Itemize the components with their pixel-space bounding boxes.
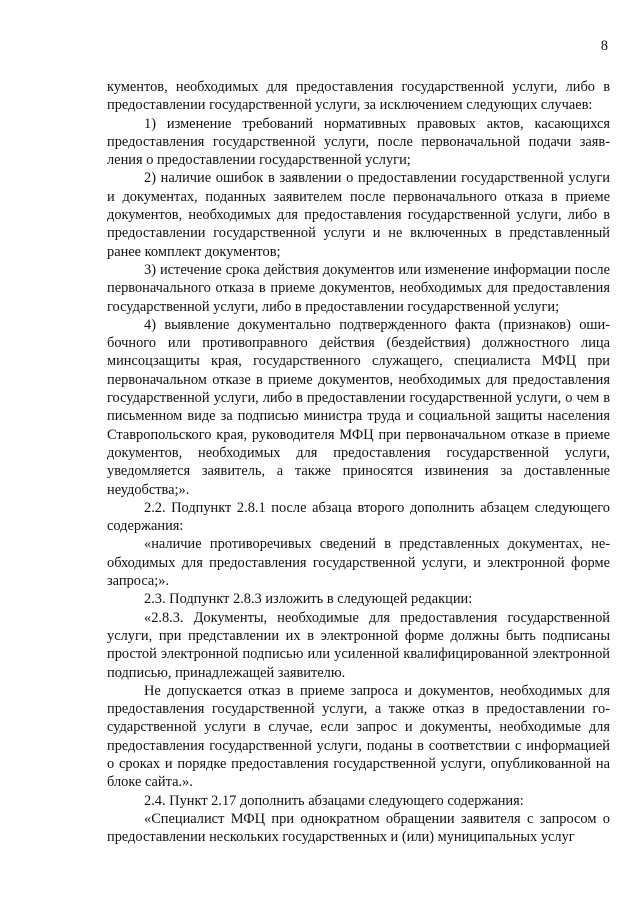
paragraph-2-3: 2.3. Подпункт 2.8.3 изложить в следующей редакции: <box>144 591 473 608</box>
paragraph-item-4: 4) выявление документально подтвержденного факта (признаков) ошибочного или противоправного действия (бездействия) должностного лица минсоцзащиты края, государственного служащего, специалиста МФЦ при первоначальном отказе в приеме документов, необходимых для предоставления государственной услуги, либо в предоставлении государственной услуги, о чем в письменном виде за подписью министра труда и социальной защиты населения Ставропольского края, руководителя МФЦ при первоначальном отказе в приеме документов, необходимых для предоставления государственной услуги, уведомляется заявитель, а также приносятся извинения за доставленные неудобства;». <box>107 316 610 498</box>
paragraph-quote-mfc: «Специалист МФЦ при однократном обращении заявителя с запросом о предоставлении нескольких государственных и (или) муниципальных услуг <box>107 810 610 846</box>
paragraph-quote-2-2: «наличие противоречивых сведений в представленных документах, необходимых для предоставления государственной услуги, и электронной форме запроса;». <box>107 536 610 590</box>
paragraph-no-refusal: Не допускается отказ в приеме запроса и документов, необходимых для предоставления государственной услуги, а также отказ в предоставлении государственной услуги в случае, если запрос и документы, необходимые для предоставления государственной услуги, поданы в соответствии с информацией о сроках и порядке предоставления государственной услуги, опубликованной на блоке сайта.». <box>107 682 610 791</box>
page-number: 8 <box>600 38 608 54</box>
paragraph-continuation: кументов, необходимых для предоставления государственной услуги, либо в предоставлении государственной услуги, за исключением следующих случаев: <box>107 79 610 114</box>
paragraph-item-1: 1) изменение требований нормативных правовых актов, касающихся предоставления государственной услуги, после первоначальной подачи заявления о предоставлении государственной услуги; <box>107 115 610 169</box>
paragraph-item-3: 3) истечение срока действия документов или изменение информации после первоначального отказа в приеме документов, необходимых для предоставления государственной услуги, либо в предоставлении государственной услуги; <box>107 261 610 315</box>
paragraph-item-2: 2) наличие ошибок в заявлении о предоставлении государственной услуги и документах, поданных заявителем после первоначального отказа в приеме документов, необходимых для предоставления государственной услуги, либо в предоставлении государственной услуги и не включенных в представленный ранее комплект документов; <box>107 170 610 260</box>
paragraph-2-2: 2.2. Подпункт 2.8.1 после абзаца второго дополнить абзацем следующего содержания: <box>107 499 610 535</box>
paragraph-quote-2-8-3: «2.8.3. Документы, необходимые для предоставления государственной услуги, при представлении их в электронной форме должны быть подписаны простой электронной подписью или усиленной квалифицированной электронной подписью, принадлежащей заявителю. <box>107 609 610 681</box>
paragraph-2-4: 2.4. Пункт 2.17 дополнить абзацами следующего содержания: <box>144 792 524 809</box>
body-text <box>107 78 610 846</box>
